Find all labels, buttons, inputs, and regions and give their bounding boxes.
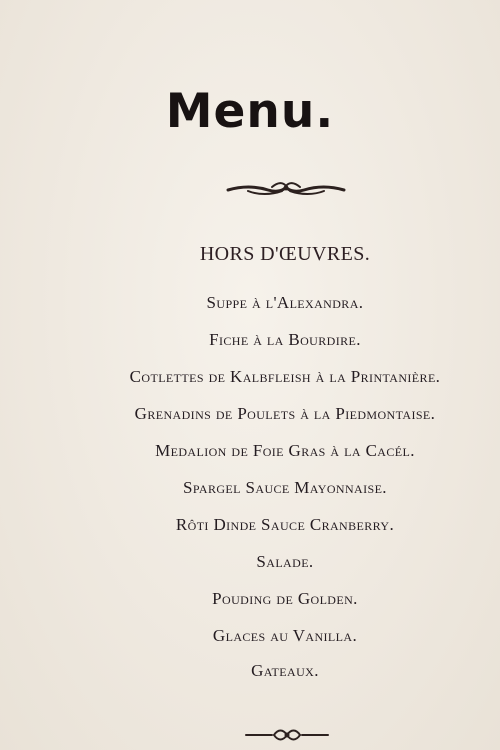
menu-item: Fiche à la Bourdire. bbox=[209, 330, 361, 349]
menu-item: Suppe à l'Alexandra. bbox=[206, 293, 364, 312]
menu-item: Grenadins de Poulets à la Piedmontaise. bbox=[134, 404, 436, 423]
menu-item: Rôti Dinde Sauce Cranberry. bbox=[175, 515, 395, 534]
menu-item: Salade. bbox=[256, 552, 314, 571]
section-heading: HORS D'ŒUVRES. bbox=[199, 243, 371, 265]
menu-item: Glaces au Vanilla. bbox=[212, 626, 358, 645]
menu-title: Menu. bbox=[165, 84, 335, 139]
menu-item: Spargel Sauce Mayonnaise. bbox=[183, 478, 387, 497]
menu-item: Medalion de Foie Gras à la Cacél. bbox=[155, 441, 415, 460]
menu-item: Gateaux. bbox=[251, 661, 319, 680]
menu-item: Pouding de Golden. bbox=[212, 589, 358, 608]
ornamental-divider-icon bbox=[244, 726, 330, 744]
menu-item: Cotlettes de Kalbfleish à la Printanière. bbox=[129, 367, 441, 386]
